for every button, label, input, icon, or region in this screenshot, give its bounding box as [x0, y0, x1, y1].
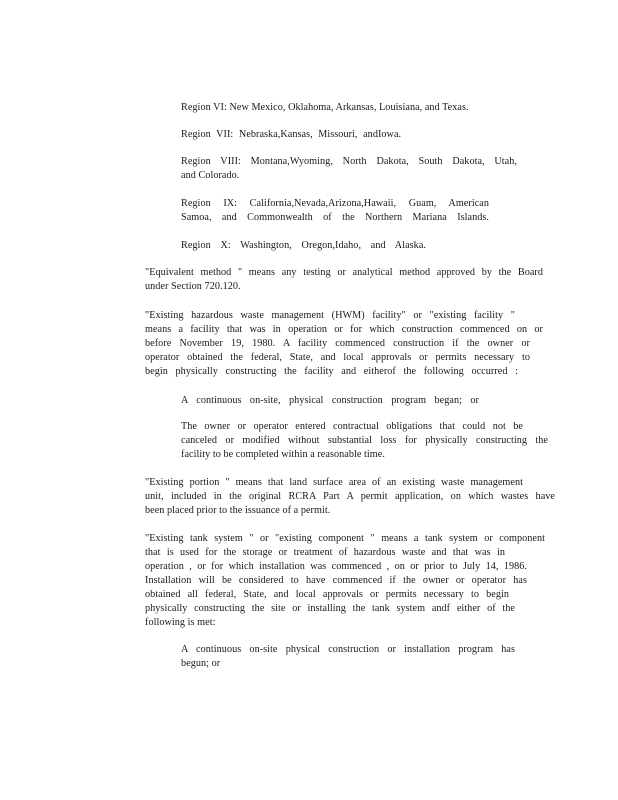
- text-line: canceled or modified without substantial loss for physically constructing the: [181, 435, 548, 446]
- text-line: under Section 720.120.: [145, 281, 241, 292]
- text-line: "Existing hazardous waste management (HWM) facility" or "existing facility ": [145, 310, 515, 321]
- existing-portion-definition: [145, 476, 555, 518]
- text-line: obtained all federal, State, and local approvals or permits necessary to begin: [145, 589, 509, 600]
- region-viii-paragraph: [181, 155, 517, 183]
- text-line: Installation will be considered to have commenced if the owner or operator has: [145, 575, 527, 586]
- text-line: begun; or: [181, 658, 221, 669]
- existing-hwm-condition-2: [181, 420, 548, 462]
- text-line: Region IX: California,Nevada,Arizona,Hawaii, Guam, American: [181, 198, 489, 209]
- text-line: that is used for the storage or treatment of hazardous waste and that was in: [145, 547, 505, 558]
- text-line: Region X: Washington, Oregon,Idaho, and Alaska.: [181, 240, 426, 251]
- text-line: means a facility that was in operation or for which construction commenced on or: [145, 324, 543, 335]
- text-line: following is met:: [145, 617, 216, 628]
- equivalent-method-definition: [145, 266, 543, 294]
- text-line: "Existing tank system " or "existing component " means a tank system or component: [145, 533, 545, 544]
- region-x-paragraph: [181, 239, 426, 253]
- text-line: begin physically constructing the facility and eitherof the following occurred :: [145, 366, 518, 377]
- text-line: been placed prior to the issuance of a permit.: [145, 505, 331, 516]
- text-line: operator obtained the federal, State, and local approvals or permits necessary to: [145, 352, 530, 363]
- text-line: Samoa, and Commonwealth of the Northern Mariana Islands.: [181, 212, 489, 223]
- region-vi-paragraph: [181, 101, 517, 115]
- text-line: before November 19, 1980. A facility commenced construction if the owner or: [145, 338, 530, 349]
- text-line: operation , or for which installation was commenced , on or prior to July 14, 1986.: [145, 561, 527, 572]
- text-line: "Equivalent method " means any testing or analytical method approved by the Board: [145, 267, 543, 278]
- text-line: unit, included in the original RCRA Part A permit application, on which wastes have: [145, 491, 555, 502]
- existing-tank-condition-1: [181, 643, 515, 671]
- text-line: and Colorado.: [181, 170, 240, 181]
- text-line: facility to be completed within a reasonable time.: [181, 449, 385, 460]
- text-line: physically constructing the site or installing the tank system andf either of the: [145, 603, 515, 614]
- region-ix-paragraph: [181, 197, 489, 225]
- region-vii-paragraph: [181, 128, 441, 142]
- text-line: Region VII: Nebraska,Kansas, Missouri, andIowa.: [181, 129, 402, 140]
- text-line: A continuous on-site, physical construction program began; or: [181, 395, 479, 406]
- text-line: Region VIII: Montana,Wyoming, North Dakota, South Dakota, Utah,: [181, 156, 517, 167]
- text-line: Region VI: New Mexico, Oklahoma, Arkansas, Louisiana, and Texas.: [181, 102, 469, 113]
- existing-hwm-condition-1: [181, 394, 479, 408]
- existing-hwm-facility-definition: [145, 309, 543, 379]
- existing-tank-system-definition: [145, 532, 545, 630]
- text-line: The owner or operator entered contractual obligations that could not be: [181, 421, 523, 432]
- text-line: A continuous on-site physical construction or installation program has: [181, 644, 515, 655]
- text-line: "Existing portion " means that land surface area of an existing waste management: [145, 477, 523, 488]
